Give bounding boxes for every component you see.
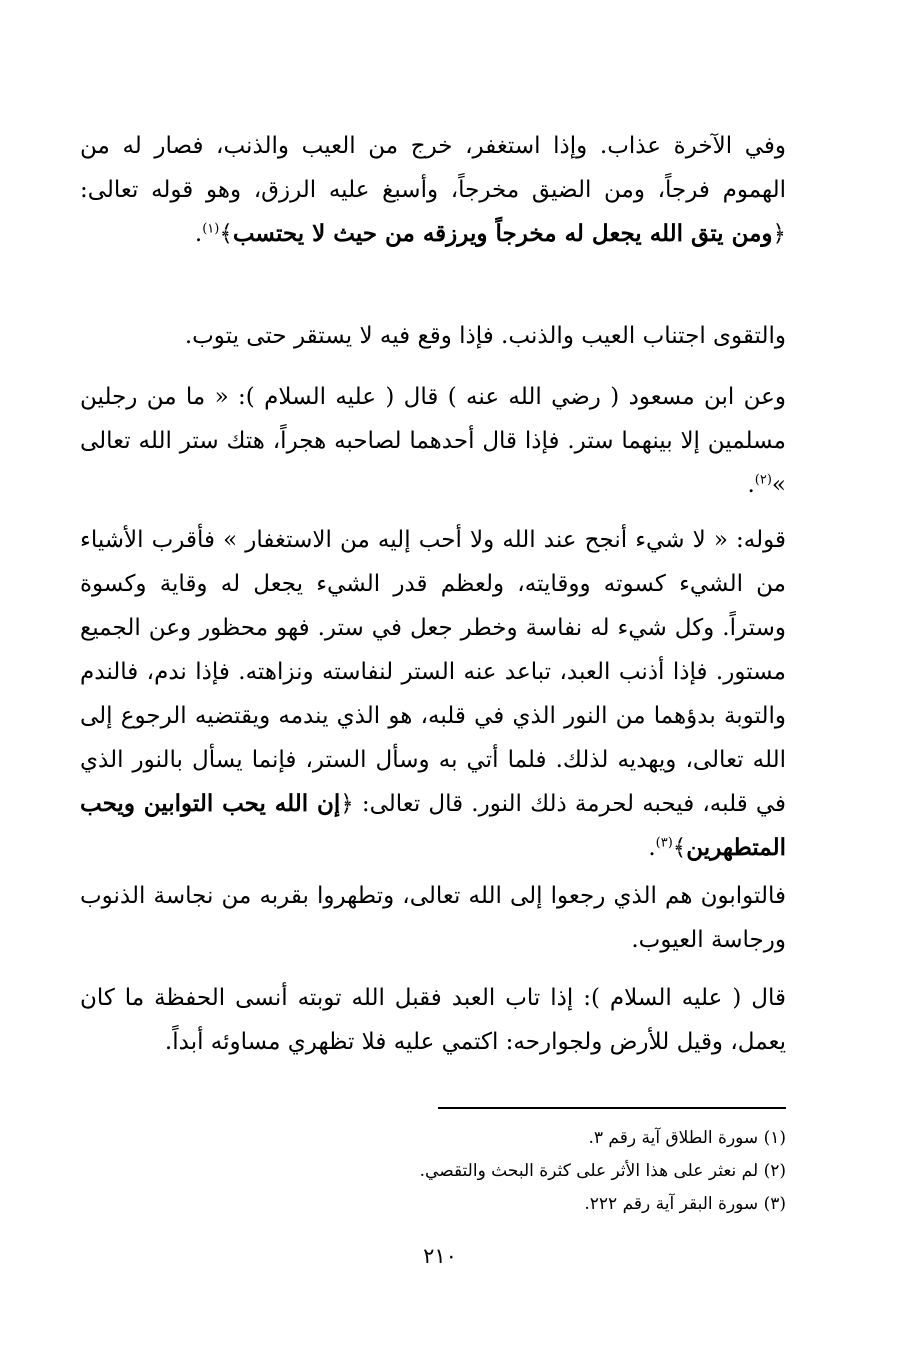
paragraph-5-text: فالتوابون هم الذي رجعوا إلى الله تعالى، وتطهروا بقربه من نجاسة الذنوب ورجاسة العيوب.	[80, 883, 786, 953]
page-number: ٢١٠	[423, 1244, 457, 1268]
paragraph-4-text: قوله: « لا شيء أنجح عند الله ولا أحب إليه من الاستغفار » فأقرب الأشياء من الشيء كسوته ووقايته، ولعظم قدر الشيء يجعل له وقاية وكسوة وستراً. وكل شيء له نفاسة وخطر جعل في ستر. فهو محظور وعن الجميع مستور. فإذا أذنب العبد، تباعد عنه الستر لنفاسته ونزاهته. فإذا ندم، فالندم والتوبة بدؤهما من النور الذي في قلبه، هو الذي يندمه ويقتضيه الرجوع إلى الله تعالى، ويهديه لذلك. فلما أتي به وسأل الستر، فإنما يسأل بالنور الذي في قلبه، فيحبه لحرمة ذلك النور. قال تعالى: ﴿	[80, 527, 787, 817]
footnote-3: (٣) سورة البقر آية رقم ٢٢٢.	[584, 1194, 786, 1214]
paragraph-1-end: .	[194, 221, 203, 247]
verse-close-bracket: ﴾	[672, 835, 687, 861]
paragraph-2	[80, 314, 786, 358]
verse-close-bracket: ﴾	[219, 221, 233, 247]
paragraph-4	[80, 518, 786, 870]
paragraph-1-text: وفي الآخرة عذاب. وإذا استغفر، خرج من العيب والذنب، فصار له من الهموم فرجاً، ومن الضيق مخرجاً، وأسبغ عليه الرزق، وهو قوله تعالى: ﴿	[80, 133, 786, 247]
paragraph-5	[80, 874, 786, 962]
footnote-separator	[438, 1107, 786, 1109]
quran-verse-2: إن الله يحب التوابين ويحب المتطهرين	[80, 790, 786, 861]
paragraph-4-end: .	[648, 835, 656, 861]
paragraph-3-text: وعن ابن مسعود ( رضي الله عنه ) قال ( عليه السلام ): « ما من رجلين مسلمين إلا بينهما ستر. فإذا قال أحدهما لصاحبه هجراً، هتك ستر الله تعالى »	[80, 384, 786, 498]
paragraph-3-end: .	[747, 472, 755, 498]
paragraph-6-text: قال ( عليه السلام ): إذا تاب العبد فقبل الله توبته أنسى الحفظة ما كان يعمل، وقيل للأرض ولجوارحه: اكتمي عليه فلا تظهري مساوئه أبداً.	[80, 985, 786, 1055]
footnote-2: (٢) لم نعثر على هذا الأثر على كثرة البحث والتقصي.	[419, 1161, 786, 1181]
footnote-ref-1: (١)	[202, 221, 220, 237]
footnote-ref-3: (٣)	[655, 835, 673, 851]
paragraph-1	[80, 124, 786, 256]
footnote-ref-2: (٢)	[754, 472, 772, 488]
footnotes	[80, 1122, 786, 1221]
footnote-1: (١) سورة الطلاق آية رقم ٣.	[588, 1128, 786, 1148]
paragraph-6	[80, 976, 786, 1064]
paragraph-3	[80, 375, 786, 507]
quran-verse-1: ومن يتق الله يجعل له مخرجاً ويرزقه من حيث لا يحتسب	[232, 220, 773, 247]
paragraph-2-text: والتقوى اجتناب العيب والذنب. فإذا وقع فيه لا يستقر حتى يتوب.	[184, 323, 786, 349]
